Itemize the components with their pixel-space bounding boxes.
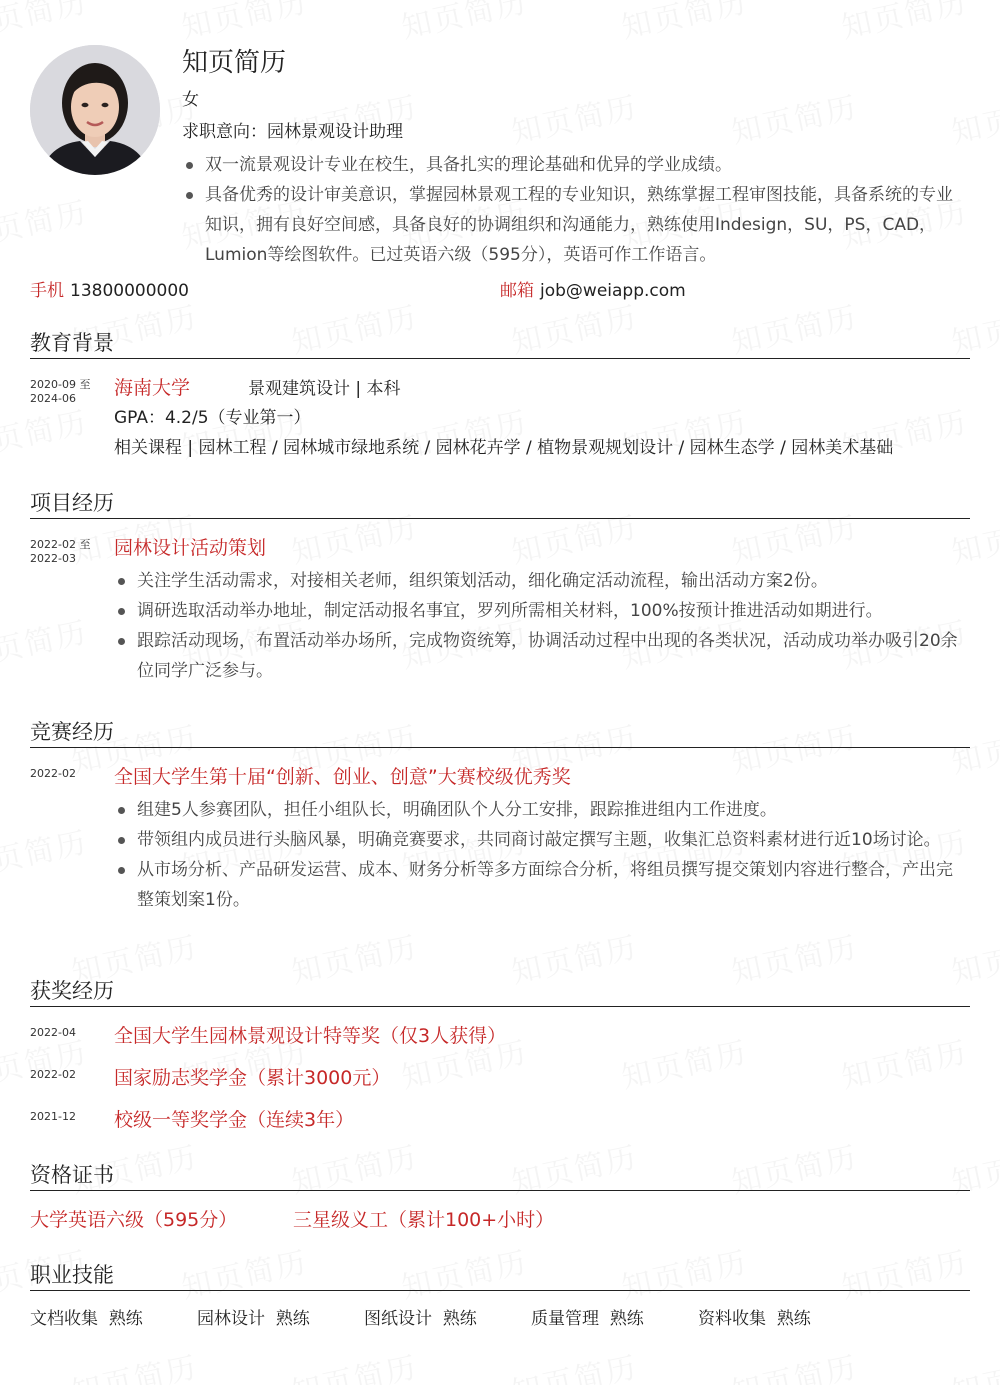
skill-level: 熟练 <box>776 1309 811 1329</box>
award-date: 2022-02 <box>30 1068 76 1081</box>
education-date-end: 2024-06 <box>30 392 76 405</box>
skill-name: 园林设计 <box>197 1309 265 1329</box>
skill-item <box>698 1306 811 1332</box>
skill-name: 质量管理 <box>531 1309 599 1329</box>
certificate-item: 大学英语六级（595分） <box>30 1209 238 1231</box>
candidate-name: 知页简历 <box>182 48 287 78</box>
watermark-text <box>0 817 91 887</box>
award-date: 2022-04 <box>30 1026 76 1039</box>
watermark-text <box>507 1342 641 1385</box>
education-major: 景观建筑设计 | 本科 <box>248 379 401 399</box>
competition-bullet: 带领组内成员进行头脑风暴，明确竞赛要求，共同商讨敲定撰写主题，收集汇总资料素材进行近10场讨论。 <box>114 825 966 855</box>
watermark-text <box>0 397 91 467</box>
email-label: 邮箱 <box>500 281 534 301</box>
project-date-end: 2022-03 <box>30 552 76 565</box>
project-name: 园林设计活动策划 <box>114 537 267 559</box>
avatar-photo-icon <box>30 45 160 175</box>
contact-email <box>500 278 686 304</box>
section-title-education: 教育背景 <box>30 328 970 359</box>
skill-item <box>30 1306 143 1332</box>
award-name: 校级一等奖学金（连续3年） <box>114 1109 355 1131</box>
education-school: 海南大学 <box>114 377 191 399</box>
education-courses: 相关课程 | 园林工程 / 园林城市绿地系统 / 园林花卉学 / 植物景观规划设计 / 园林生态学 / 园林美术基础 <box>114 438 894 458</box>
watermark-text <box>0 0 91 47</box>
skill-name: 图纸设计 <box>364 1309 432 1329</box>
watermark-text <box>177 0 311 47</box>
project-bullets <box>114 566 966 686</box>
skill-level: 熟练 <box>609 1309 644 1329</box>
phone-label: 手机 <box>30 281 64 301</box>
watermark-text <box>837 1027 971 1097</box>
summary-item: 双一流景观设计专业在校生，具备扎实的理论基础和优异的学业成绩。 <box>182 150 967 180</box>
watermark-text <box>617 0 751 47</box>
skill-level: 熟练 <box>442 1309 477 1329</box>
competition-bullet: 组建5人参赛团队，担任小组队长，明确团队个人分工安排，跟踪推进组内工作进度。 <box>114 795 966 825</box>
watermark-text <box>947 82 1000 152</box>
education-date-start: 2020-09 至 <box>30 378 91 391</box>
competition-date: 2022-02 <box>30 767 76 780</box>
watermark-text <box>837 0 971 47</box>
award-date: 2021-12 <box>30 1110 76 1123</box>
competition-name: 全国大学生第十届“创新、创业、创意”大赛校级优秀奖 <box>114 766 571 788</box>
section-title-skills: 职业技能 <box>30 1260 970 1291</box>
email-value: job@weiapp.com <box>540 281 686 301</box>
watermark-text <box>727 1342 861 1385</box>
competition-bullets <box>114 795 966 915</box>
watermark-text <box>617 1027 751 1097</box>
project-date-start: 2022-02 至 <box>30 538 91 551</box>
skill-item <box>531 1306 644 1332</box>
section-title-awards: 获奖经历 <box>30 976 970 1007</box>
education-gpa: GPA：4.2/5（专业第一） <box>114 408 311 428</box>
award-name: 全国大学生园林景观设计特等奖（仅3人获得） <box>114 1025 507 1047</box>
watermark-text <box>947 1342 1000 1385</box>
project-bullet: 调研选取活动举办地址，制定活动报名事宜，罗列所需相关材料，100%按预计推进活动如期进行。 <box>114 596 966 626</box>
competition-bullet: 从市场分析、产品研发运营、成本、财务分析等多方面综合分析，将组员撰写提交策划内容进行整合，产出完整策划案1份。 <box>114 855 966 915</box>
job-intent-label: 求职意向： <box>182 122 267 142</box>
watermark-text <box>507 82 641 152</box>
certificate-item: 三星级义工（累计100+小时） <box>293 1209 555 1231</box>
skill-name: 资料收集 <box>698 1309 766 1329</box>
watermark-text <box>0 187 91 257</box>
skill-item <box>197 1306 310 1332</box>
contact-phone <box>30 278 189 304</box>
section-title-projects: 项目经历 <box>30 488 970 519</box>
project-bullet: 关注学生活动需求，对接相关老师，组织策划活动，细化确定活动流程，输出活动方案2份。 <box>114 566 966 596</box>
skill-item <box>364 1306 477 1332</box>
section-title-competitions: 竞赛经历 <box>30 717 970 748</box>
section-title-certificates: 资格证书 <box>30 1160 970 1191</box>
summary-list <box>182 150 967 270</box>
watermark-text <box>67 1342 201 1385</box>
avatar <box>30 45 160 175</box>
project-bullet: 跟踪活动现场，布置活动举办场所，完成物资统筹，协调活动过程中出现的各类状况，活动成功举办吸引20余位同学广泛参与。 <box>114 626 966 686</box>
watermark-text <box>397 0 531 47</box>
award-name: 国家励志奖学金（累计3000元） <box>114 1067 391 1089</box>
job-intent-value: 园林景观设计助理 <box>267 122 403 142</box>
skill-name: 文档收集 <box>30 1309 98 1329</box>
watermark-text <box>287 1342 421 1385</box>
skill-level: 熟练 <box>275 1309 310 1329</box>
phone-value: 13800000000 <box>70 281 189 301</box>
summary-item: 具备优秀的设计审美意识，掌握园林景观工程的专业知识，熟练掌握工程审图技能，具备系统的专业知识，拥有良好空间感，具备良好的协调组织和沟通能力，熟练使用Indesign，SU，PS，CAD，Lumion等绘图软件。已过英语六级（595分），英语可作工作语言。 <box>182 180 967 270</box>
skill-level: 熟练 <box>108 1309 143 1329</box>
candidate-gender: 女 <box>182 90 199 110</box>
job-intent <box>182 120 403 144</box>
watermark-text <box>0 607 91 677</box>
watermark-text <box>727 82 861 152</box>
